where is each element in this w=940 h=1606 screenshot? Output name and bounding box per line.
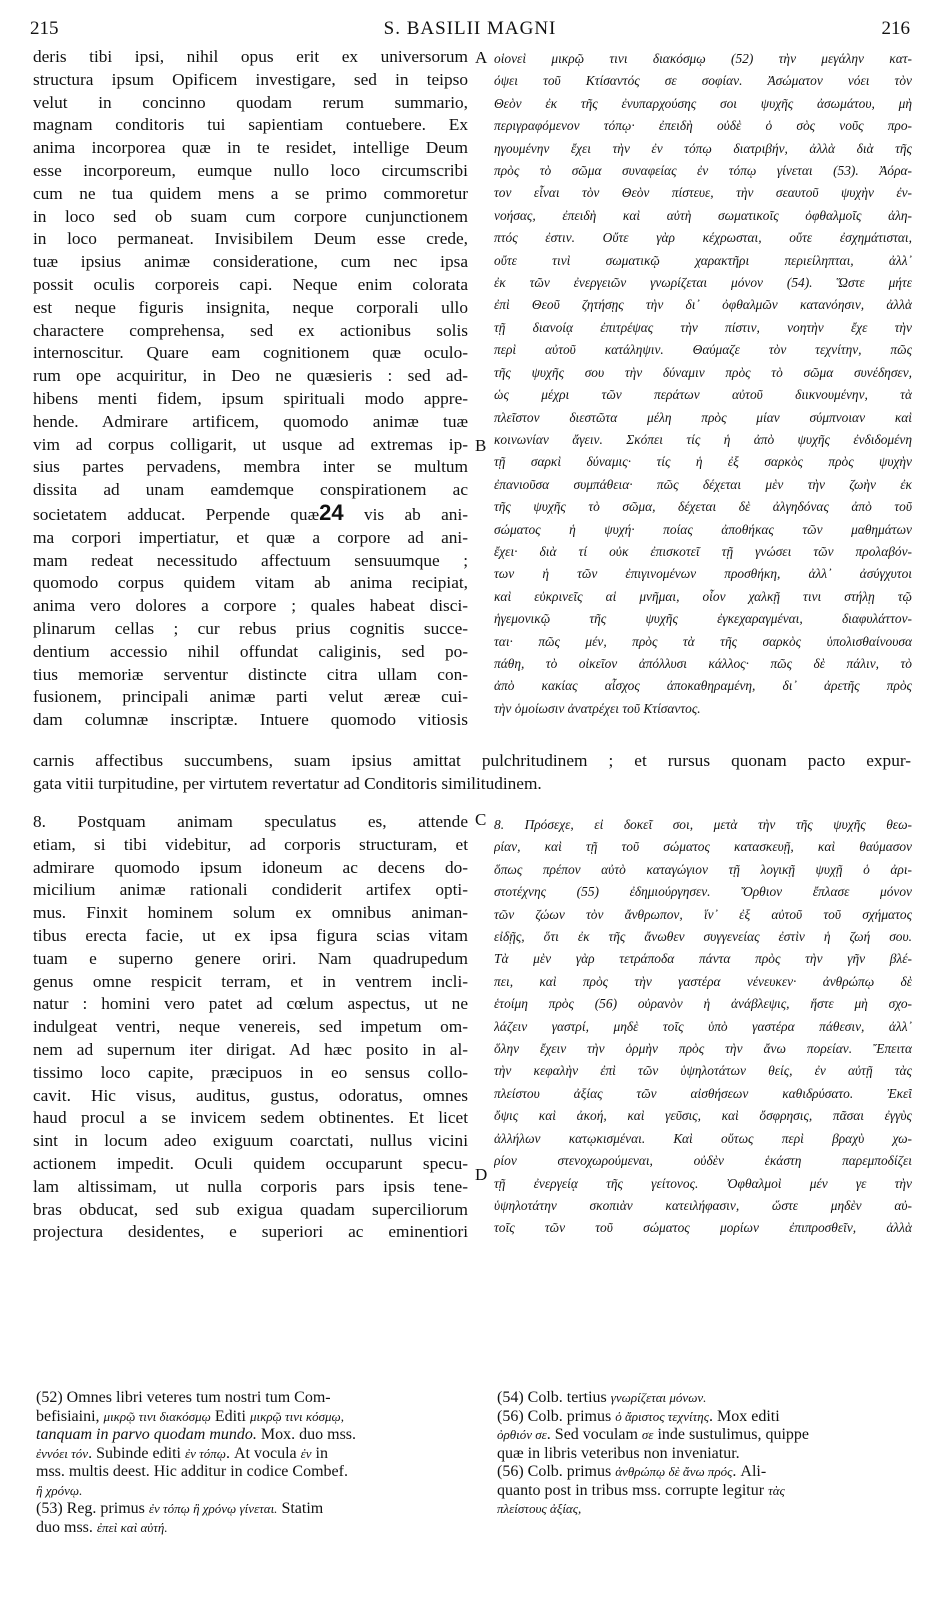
footnote-line bbox=[36, 1426, 466, 1445]
text-line: dam columnæ inscriptæ. Intuere quomodo vitiosis bbox=[33, 710, 468, 730]
footnote-greek: ἢ χρόνῳ. bbox=[36, 1482, 83, 1498]
footnote-greek: ἐννόει τόν bbox=[36, 1445, 89, 1461]
footnote-line bbox=[36, 1408, 466, 1427]
text-line: 8. Postquam animam speculatus es, attende bbox=[33, 812, 468, 831]
footnote-greek: ἐν τόπῳ bbox=[184, 1445, 226, 1461]
footnote-line bbox=[497, 1445, 912, 1464]
footnote-text: Mox. duo mss. bbox=[256, 1426, 357, 1443]
text-line: ται· πῶς μέν, πρὸς τὰ τῆς σαρκὸς ὑπολισθαίνουσα bbox=[494, 633, 912, 649]
footnote-line bbox=[497, 1408, 912, 1427]
footnote-line bbox=[36, 1482, 466, 1501]
text-line: ἀπὸ κακίας αἶσχος ἀποκαθηραμένη, δι᾽ ἀρετῆς πρὸς bbox=[494, 678, 912, 694]
text-line: charactere comprehensa, sed ex actionibus solis bbox=[33, 320, 468, 340]
text-line: etiam, si tibi videbitur, ad corporis structuram, et bbox=[33, 834, 468, 854]
footnote-text: . At vocula bbox=[225, 1444, 301, 1462]
text-line: nem ad supernum iter dirigat. Ad hæc posito in al- bbox=[33, 1039, 468, 1059]
text-line: 8. Πρόσεχε, εἰ δοκεῖ σοι, μετὰ τὴν τῆς ψυχῆς θεω- bbox=[494, 817, 912, 832]
text-line: sius partes pervadens, membra inter se multum bbox=[33, 457, 468, 477]
text-line: ἐκ τῶν ἐνεργειῶν γνωρίζεται μόνον (54). Ὥστε μήτε bbox=[494, 275, 912, 291]
text-line: magnam conditoris tui sapientiam contuebere. Ex bbox=[33, 115, 468, 135]
text-line: admirare quomodo ipsum idoneum ac decens do- bbox=[33, 857, 468, 877]
footnote-line bbox=[497, 1500, 912, 1519]
footnote-text: . Subinde editi bbox=[88, 1444, 185, 1462]
text-line: mus. Finxit hominem solum ex omnibus animan- bbox=[33, 903, 468, 923]
text-line: καὶ εὐκρινεῖς αἱ μνῆμαι, οἷον χαλκῇ τινι στήλῃ τῷ bbox=[494, 588, 912, 604]
footnotes-left bbox=[36, 1389, 466, 1537]
text-line: tius memoriæ serventur distincte citra ullam con- bbox=[33, 664, 468, 684]
footnote-greek: ὀρθιόν σε bbox=[497, 1427, 547, 1442]
text-line: τὴν κεφαλὴν ἐπὶ τῶν ὑψηλοτάτων θείς, ἐν αὐτῇ τὰς bbox=[494, 1063, 912, 1079]
footnote-greek: σε bbox=[641, 1427, 654, 1442]
text-line: genus omne respicit terram, et in ventrem incli- bbox=[33, 971, 468, 991]
footnote-text: (56) Colb. primus bbox=[497, 1463, 616, 1480]
text-line: τῇ σαρκὶ δύναμις· τίς ἡ ἐξ σαρκὸς πρὸς ψυχὴν bbox=[494, 454, 912, 470]
text-line: internoscitur. Quare eam cognitionem quæ oculo- bbox=[33, 343, 468, 363]
text-line: τῇ ἐνεργείᾳ τῆς γείτονος. Ὀφθαλμοὶ μέν γε τὴν bbox=[494, 1175, 912, 1191]
text-line: est neque figuris insignita, neque corporali ullo bbox=[33, 297, 468, 317]
text-line: πτός ἐστιν. Οὔτε γὰρ κέχρωσται, οὔτε ἐσχημάτισται, bbox=[494, 230, 912, 246]
text-line: ἔχει· διὰ τί οὐκ ἐπισκοτεῖ τῇ γνώσει τῶν προλαβόν- bbox=[494, 543, 912, 559]
footnote-text: (52) Omnes libri veteres tum nostri tum Com- bbox=[36, 1389, 331, 1406]
text-line: cum ne tua quidem mens a se primo commoretur bbox=[33, 183, 468, 203]
page-number-right: 216 bbox=[881, 18, 910, 39]
text-line: ρίον στενοχωρούμεναι, οὐδὲν ἑκάστη παρεμποδίζει bbox=[494, 1153, 912, 1169]
footnote-greek: ὁ ἄριστος τεχνίτης bbox=[615, 1408, 709, 1424]
text-line: sint in locum adeo exiguum coarctati, nullus vicini bbox=[33, 1131, 468, 1151]
text-line: ὄψις καὶ ἀκοή, καὶ γεῦσις, καὶ ὄσφρησις, πᾶσαι ἐγγὺς bbox=[494, 1108, 912, 1124]
text-line: ὅπως πρέπον αὐτὸ καταγώγιον τῇ λογικῇ ψυχῇ ὁ ἀρι- bbox=[494, 861, 912, 877]
footnote-text: Statim bbox=[277, 1500, 324, 1517]
text-line: τον εἶναι τὸν Θεὸν πίστευε, τὴν σεαυτοῦ ψυχὴν ἐν- bbox=[494, 185, 912, 201]
text-line: tuæ ipsius animæ consideratione, cum nec ipsa bbox=[33, 252, 468, 272]
text-line: εἰδῇς, ὅτι ἐκ τῆς ἄνωθεν συγγενείας ἐστὶν ἡ ζωή σου. bbox=[494, 929, 912, 945]
footnote-line bbox=[497, 1463, 912, 1482]
footnote-text: quæ in libris veteribus non inveniatur. bbox=[497, 1444, 740, 1462]
footnote-text: mss. multis deest. Hic additur in codice Combef. bbox=[36, 1463, 348, 1480]
running-title: S. BASILII MAGNI bbox=[383, 18, 557, 39]
text-line: ηγουμένην ἔχει τὴν ἐν τόπῳ διατριβήν, ἀλλὰ διὰ τῆς bbox=[494, 140, 912, 156]
text-line: Τὰ μὲν γὰρ τετράποδα πάντα πρὸς τὴν γῆν βλέ- bbox=[494, 951, 912, 967]
text-line: mam redeat necessitudo affectuum sensuumque ; bbox=[33, 550, 468, 570]
line-text: societatem adducat. Perpende quæ bbox=[33, 504, 320, 524]
margin-marker-c: C bbox=[475, 810, 487, 829]
footnote-text: . Ali- bbox=[732, 1463, 767, 1480]
footnote-line bbox=[497, 1482, 912, 1501]
margin-marker-a: A bbox=[475, 48, 488, 67]
text-line: tissimo loco capite, præcipuos in eo sensus collo- bbox=[33, 1062, 468, 1082]
text-line: anima incorporea quæ in te residet, intellige Deum bbox=[33, 138, 468, 158]
footnote-greek: γνωρίζεται μόνων. bbox=[610, 1390, 707, 1405]
text-line: οὔτε τινὶ σωματικῷ χαρακτῆρι περιείληπται, ἀλλ᾽ bbox=[494, 252, 912, 268]
footnote-greek: μικρῷ τινι κόσμῳ, bbox=[249, 1408, 344, 1424]
text-line: όψει τοῦ Κτίσαντός σε σοφίαν. Ἀσώματον νόει τὸν bbox=[494, 73, 912, 89]
text-line: ἑτοίμη πρὸς (56) οὐρανὸν ἡ ἀνάβλεψις, ἥστε μὴ σχο- bbox=[494, 996, 912, 1012]
text-line: actionem impedit. Oculi quidem occuparunt specu- bbox=[33, 1153, 468, 1173]
text-line: dentium accessio nihil offundat caliginis, sed po- bbox=[33, 641, 468, 661]
text-line: deris tibi ipsi, nihil opus erit ex universorum bbox=[33, 47, 468, 66]
text-line: ὡς μέχρι τῶν περάτων αὐτοῦ διικνουμένην, τὰ bbox=[494, 387, 912, 403]
footnote-greek: ἐπεὶ καὶ αὐτή. bbox=[96, 1519, 168, 1535]
footnote-line bbox=[36, 1519, 466, 1538]
footnote-text: in bbox=[311, 1444, 328, 1462]
text-line: ἐπανιοῦσα συμπάθεια· πῶς δέχεται μὲν τὴν ζωὴν ἐκ bbox=[494, 476, 912, 492]
text-line: ἀλλήλων κατῳκισμέναι. Καὶ οὕτως περὶ βραχὺ χω- bbox=[494, 1130, 912, 1146]
text-line: στοτέχνης (55) ἐδημιούργησεν. Ὄρθιον ἔπλασε μόνον bbox=[494, 884, 912, 900]
text-line: περιγραφόμενον τόπῳ· ἐπειδὴ οὐδὲ ὁ σὸς νοῦς προ- bbox=[494, 118, 912, 134]
text-line: πάθη, τὸ οἰκεῖον ἀπόλλυσι κάλλος· πῶς δὲ πάλιν, τὸ bbox=[494, 655, 912, 671]
footnote-greek: τὰς bbox=[768, 1482, 785, 1498]
footnote-line bbox=[36, 1463, 466, 1482]
text-line: plinarum cellas ; cur rebus prius cognitis succe- bbox=[33, 618, 468, 638]
text-line: natur : homini vero patet ad cœlum aspectus, ut ne bbox=[33, 994, 468, 1014]
text-line: ma corpori impertiatur, et quæ a corpore ad ani- bbox=[33, 527, 468, 547]
footnote-line bbox=[36, 1445, 466, 1464]
text-line: micilium animæ rationali condiderit artifex opti- bbox=[33, 880, 468, 900]
text-line: σώματος ἡ ψυχή· ποίας ἀποθήκας τῶν μαθημάτων bbox=[494, 521, 912, 537]
footnote-line bbox=[36, 1500, 466, 1519]
text-line: structura ipsum Opificem investigare, sed in teipso bbox=[33, 69, 468, 89]
text-line: Θεὸν ἐκ τῆς ἐνυπαρχούσης σοι ψυχῆς ἀσωμάτου, μὴ bbox=[494, 95, 912, 111]
text-line: quomodo corpus quidem vitam ab anima recipiat, bbox=[33, 573, 468, 593]
text-line: οἱονεὶ μικρῷ τινι διακόσμῳ (52) τὴν μεγάλην κατ- bbox=[494, 51, 912, 66]
text-line: τὴν ὁμοίωσιν ἀνατρέχει τοῦ Κτίσαντος. bbox=[494, 700, 701, 716]
footnote-text: tanquam in parvo quodam mundo. bbox=[36, 1426, 257, 1443]
footnote-text: inde sustulimus, quippe bbox=[653, 1426, 809, 1443]
text-line: possit oculis corporeis capi. Neque enim colorata bbox=[33, 274, 468, 294]
text-line: τοῖς τῶν τοῦ σώματος μορίων ἐπιπροσθεῖν, ἀλλὰ bbox=[494, 1220, 912, 1236]
text-line: περὶ αὐτοῦ κατάληψιν. Θαύμαζε τὸν τεχνίτην, πῶς bbox=[494, 342, 912, 358]
text-line: ὑψηλοτάτην σκοπιὰν κατειλήφασιν, ὥστε μηδὲν αὐ- bbox=[494, 1197, 912, 1213]
text-line: esse incorporeum, eumque nullo loco circumscribi bbox=[33, 160, 468, 180]
text-line: cavit. Hic visus, auditus, gustus, odoratus, omnes bbox=[33, 1085, 468, 1105]
latin-full-width-text bbox=[33, 750, 911, 796]
footnote-line bbox=[36, 1389, 466, 1408]
text-line: πλείστου ἀξίας τῶν αἰσθήσεων καθιδρύσατο. Ἐκεῖ bbox=[494, 1085, 912, 1101]
margin-marker-d: D bbox=[475, 1165, 488, 1184]
text-line: in loco permaneat. Invisibilem Deum esse crede, bbox=[33, 229, 468, 249]
text-line: in loco sed ob suam cum corpore cunjunctionem bbox=[33, 206, 468, 226]
text-line: indulgeat ventri, neque venereis, sed impetum om- bbox=[33, 1017, 468, 1037]
footnote-greek: ἀνθρώπῳ δὲ ἄνω πρός bbox=[615, 1464, 733, 1479]
text-line: anima vero dolores a corpore ; quales habeat disci- bbox=[33, 596, 468, 616]
footnote-text: befisiaini, bbox=[36, 1407, 104, 1425]
text-line: τῇ διανοίᾳ ἐπιτρέψας τὴν πίστιν, νοητὴν ἔχε τὴν bbox=[494, 319, 912, 335]
text-line: hibens menti fidem, ipsum spirituali modo appre- bbox=[33, 388, 468, 408]
text-line: ἡγεμονικῷ τῆς ψυχῆς ἐγκεχαραγμέναι, διαφυλάττον- bbox=[494, 611, 912, 627]
footnote-text: . Mox editi bbox=[709, 1407, 780, 1425]
text-line: νοήσας, ἐπειδὴ καὶ αὐτὴ σωματικοῖς ὀφθαλμοῖς ἀλη- bbox=[494, 207, 912, 223]
text-line: projectura desidentes, e superiori ac eminentiori bbox=[33, 1222, 468, 1242]
text-line: rum ope acquiritur, in Deo ne quæsieris : sed ad- bbox=[33, 366, 468, 386]
greek-column-lower bbox=[494, 814, 912, 1240]
page-header bbox=[30, 18, 910, 42]
footnote-greek: πλείστους ἀξίας, bbox=[497, 1501, 582, 1516]
text-line: lam altissimam, ut nulla corporis pars ipsis tene- bbox=[33, 1176, 468, 1196]
column-number-marker: 24 bbox=[319, 501, 344, 525]
footnote-greek: μικρῷ τινι διακόσμῳ bbox=[103, 1408, 211, 1424]
line-text-tail: vis ab ani- bbox=[363, 504, 468, 524]
footnote-text: Editi bbox=[210, 1407, 250, 1425]
page-number-left: 215 bbox=[30, 18, 59, 39]
text-line: vim ad corpus colligarit, ut usque ad extremas ip- bbox=[33, 434, 468, 454]
footnote-text: . Sed voculam bbox=[546, 1426, 642, 1443]
margin-marker-b: B bbox=[475, 436, 487, 455]
text-line: των ἡ τῶν ἐπιγινομένων προσθήκη, ἀλλ᾽ ἀσύγχυτοι bbox=[494, 566, 912, 582]
text-line: τῆς ψυχῆς τὸ σῶμα, δέχεται δὲ ἀλγηδόνας ἀπὸ τοῦ bbox=[494, 499, 912, 515]
footnote-text: (56) Colb. primus bbox=[497, 1407, 616, 1425]
text-line: πει, καὶ πρὸς τὴν γαστέρα νένευκεν· ἀνθρώπῳ δὲ bbox=[494, 973, 912, 989]
footnote-text: (53) Reg. primus bbox=[36, 1500, 149, 1517]
text-line bbox=[33, 502, 468, 527]
footnote-greek: ἐν bbox=[300, 1445, 312, 1461]
text-line: bras obducat, sed sub exigua quadam superciliorum bbox=[33, 1199, 468, 1219]
text-line: velut in concinno quodam rerum summario, bbox=[33, 92, 468, 112]
latin-column-upper bbox=[33, 46, 468, 732]
text-line: tuam e superno genere oriri. Nam quadrupedum bbox=[33, 948, 468, 968]
text-line: πρὸς τὸ σῶμα συναφείας ἐν τόπῳ γίνεται (53). Ἀόρα- bbox=[494, 163, 912, 179]
footnote-line bbox=[497, 1389, 912, 1408]
footnote-greek: ἐν τόπῳ ἢ χρόνῳ γίνεται. bbox=[148, 1501, 278, 1516]
text-line: tibus erecta facie, ut ex ipsa figura scias vitam bbox=[33, 925, 468, 945]
text-line: λάζειν γαστρί, μηδὲ τοῖς ὑπὸ γαστέρα πάθεσιν, ἀλλ᾽ bbox=[494, 1018, 912, 1034]
footnotes-right bbox=[497, 1389, 912, 1519]
text-line: carnis affectibus succumbens, suam ipsius amittat pulchritudinem ; et rursus quonam pacto expur- bbox=[33, 751, 911, 770]
text-line: ὅλην ἔχειν τὴν ὁρμὴν πρὸς τὴν ἄνω πορείαν. Ἔπειτα bbox=[494, 1041, 912, 1057]
text-line: κοινωνίαν ἄγειν. Σκόπει τίς ἡ ἀπὸ ψυχῆς ἐνδιδομένη bbox=[494, 431, 912, 447]
greek-column-upper bbox=[494, 48, 912, 720]
text-line: haud procul a se invicem sedem obtinentes. Et licet bbox=[33, 1108, 468, 1128]
footnote-text: (54) Colb. tertius bbox=[497, 1389, 611, 1406]
text-line: ἐπὶ Θεοῦ ζητήσῃς τὴν δι᾽ ὀφθαλμῶν κατανόησιν, ἀλλὰ bbox=[494, 297, 912, 313]
footnote-text: duo mss. bbox=[36, 1518, 97, 1536]
latin-column-lower bbox=[33, 811, 468, 1244]
text-line: τῆς ψυχῆς σου τὴν δύναμιν πρὸς τὸ σῶμα συνέδησεν, bbox=[494, 364, 912, 380]
text-line: hende. Admirare artificem, quomodo animæ tuæ bbox=[33, 411, 468, 431]
text-line: τῶν ζώων τὸν ἄνθρωπον, ἵν᾽ ἐξ αὐτοῦ τοῦ σχήματος bbox=[494, 906, 912, 922]
text-line: fusionem, principali animæ parti velut æreæ cui- bbox=[33, 687, 468, 707]
footnote-line bbox=[497, 1426, 912, 1445]
text-line: gata vitii turpitudine, per virtutem revertatur ad Conditoris similitudinem. bbox=[33, 773, 542, 793]
text-line: πλεῖστον διεστῶτα μέλη πρὸς μίαν σύμπνοιαν καὶ bbox=[494, 409, 912, 425]
footnote-text: quanto post in tribus mss. corrupte legitur bbox=[497, 1481, 769, 1499]
text-line: dissita ad unam eamdemque conspirationem ac bbox=[33, 480, 468, 500]
text-line: ρίαν, καὶ τῇ τοῦ σώματος κατασκευῇ, καὶ θαύμασον bbox=[494, 839, 912, 855]
